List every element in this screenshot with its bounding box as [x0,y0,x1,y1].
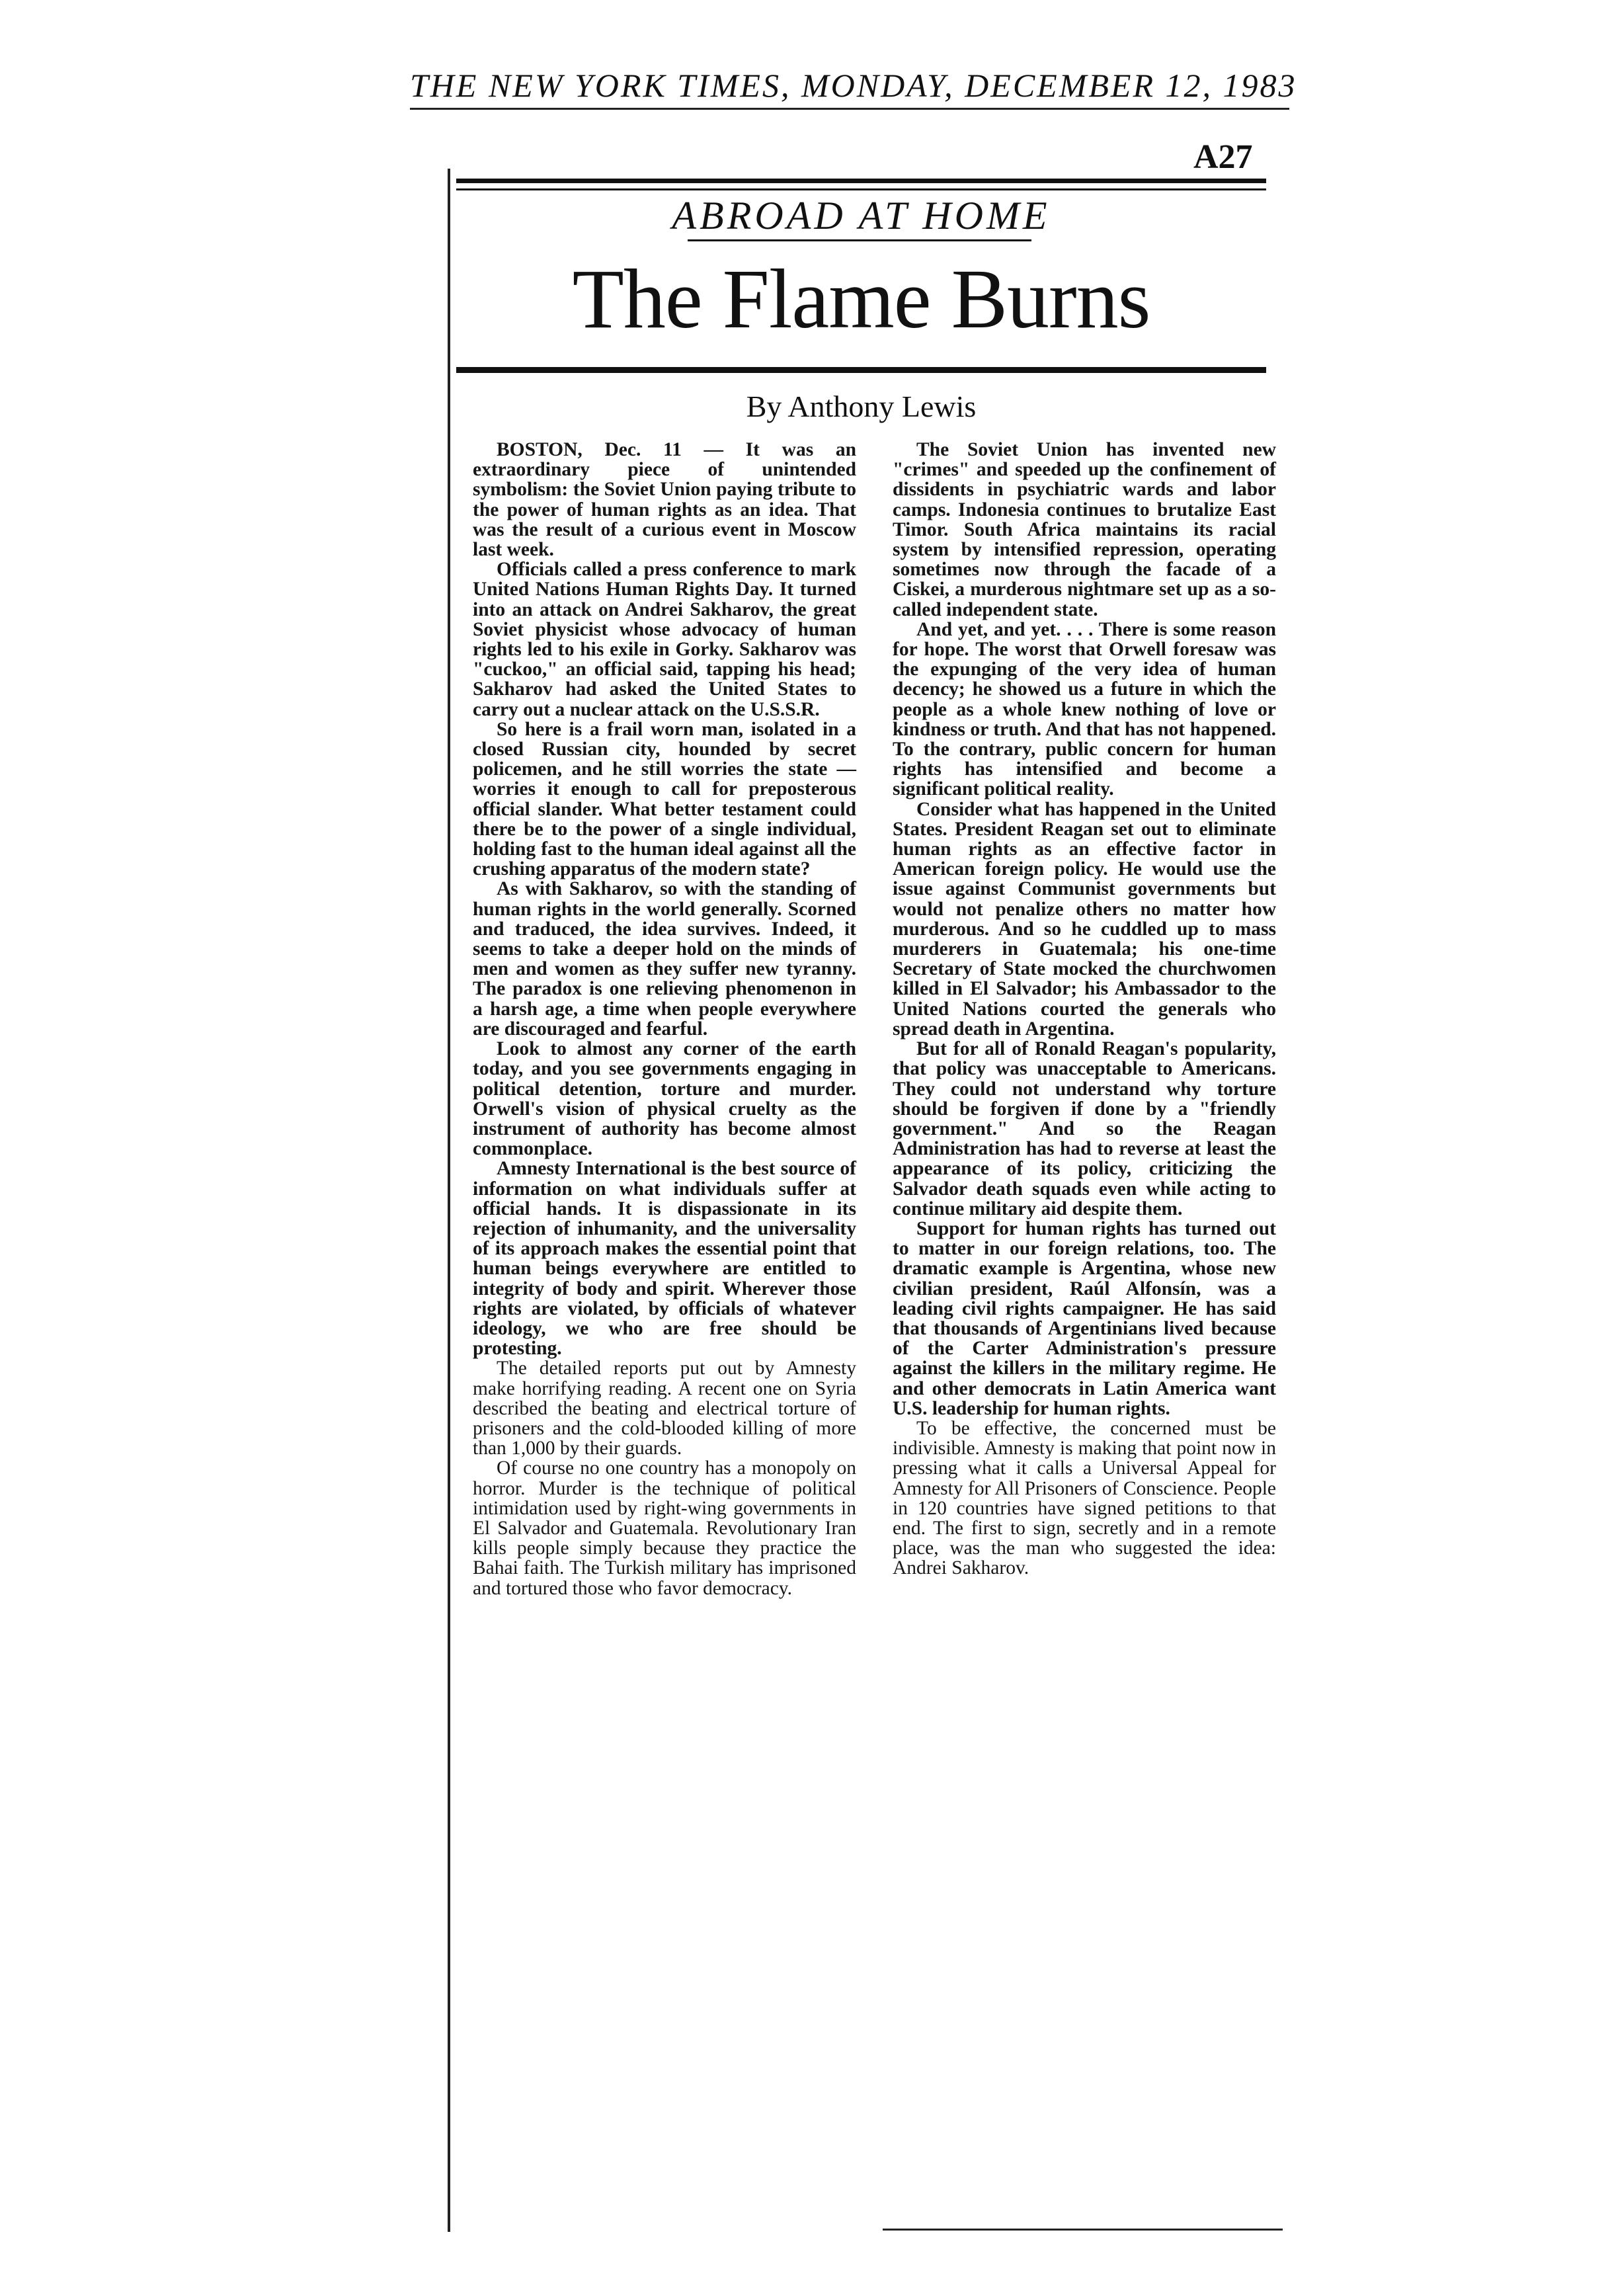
paragraph: As with Sakharov, so with the standing of human rights in the world generally. Scorned and traduced, the idea survives. Indeed, it seems to take a deeper hold on the minds of men and women as they suffer new tyranny. The paradox is one relieving phenomenon in a harsh age, a time when people everywhere are discouraged and fearful. [473,878,856,1040]
article-column-2 [893,440,1276,1578]
kicker-underline [688,239,1031,241]
article-bottom-rule [883,2229,1283,2231]
paragraph: But for all of Ronald Reagan's popularity, that policy was unacceptable to Americans. They could not understand why torture should be forgiven if done by a "friendly government." And so the Reagan Administration has had to reverse at least the appearance of its policy, criticizing the Salvador death squads even while acting to continue military aid despite them. [893,1038,1276,1219]
paragraph: Of course no one country has a monopoly on horror. Murder is the technique of political intimidation used by right-wing governments in El Salvador and Guatemala. Revolutionary Iran kills people simply because they practice the Bahai faith. The Turkish military has imprisoned and tortured those who favor democracy. [473,1457,856,1599]
paragraph: Support for human rights has turned out to matter in our foreign relations, too. The dramatic example is Argentina, whose new civilian president, Raúl Alfonsín, was a leading civil rights campaigner. He has said that thousands of Argentinians lived because of the Carter Administration's pressure against the killers in the military regime. He and other democrats in Latin America want U.S. leadership for human rights. [893,1217,1276,1419]
paragraph: BOSTON, Dec. 11 — It was an extraordinary piece of unintended symbolism: the Soviet Union paying tribute to the power of human rights as an idea. That was the result of a curious event in Moscow last week. [473,439,856,561]
paragraph: Look to almost any corner of the earth today, and you see governments engaging in political detention, torture and murder. Orwell's vision of physical cruelty as the instrument of authority has become almost commonplace. [473,1038,856,1160]
column-kicker: ABROAD AT HOME [672,194,1051,237]
paragraph: And yet, and yet. . . . There is some reason for hope. The worst that Orwell foresaw was the expunging of the very idea of human decency; he showed us a future in which the people as a whole knew nothing of love or kindness or truth. And that has not happened. To the contrary, public concern for human rights has intensified and become a significant political reality. [893,618,1276,800]
headline-rule [456,367,1266,373]
byline: By Anthony Lewis [746,390,977,423]
headline: The Flame Burns [572,252,1150,346]
paragraph: Amnesty International is the best source of information on what individuals suffer at official hands. It is dispassionate in its rejection of inhumanity, and the universality of its approach makes the essential point that human beings everywhere are entitled to integrity of body and spirit. Wherever those rights are violated, by officials of whatever ideology, we who are free should be protesting. [473,1158,856,1360]
paragraph: The detailed reports put out by Amnesty make horrifying reading. A recent one on Syria described the beating and electrical torture of prisoners and the cold-blooded killing of more than 1,000 by their guards. [473,1358,856,1459]
article-top-rule-thin [456,188,1266,190]
paragraph: Consider what has happened in the United States. President Reagan set out to eliminate human rights as an effective factor in American foreign policy. He would use the issue against Communist governments but would not penalize others no matter how murderous. And so he cuddled up to mass murderers in Guatemala; his one-time Secretary of State mocked the churchwomen killed in El Salvador; his Ambassador to the United Nations courted the generals who spread death in Argentina. [893,798,1276,1040]
paragraph: So here is a frail worn man, isolated in a closed Russian city, hounded by secret policemen, and he still worries the state — worries it enough to call for preposterous official slander. What better testament could there be to the power of a single individual, holding fast to the human ideal against all the crushing apparatus of the modern state? [473,718,856,880]
column-left-rule [448,169,450,2232]
paragraph: Officials called a press conference to mark United Nations Human Rights Day. It turned into an attack on Andrei Sakharov, the great Soviet physicist whose advocacy of human rights led to his exile in Gorky. Sakharov was "cuckoo," an official said, tapping his head; Sakharov had asked the United States to carry out a nuclear attack on the U.S.S.R. [473,559,856,720]
article-top-rule [456,179,1266,183]
page-number: A27 [1193,138,1253,176]
dateline: THE NEW YORK TIMES, MONDAY, DECEMBER 12, 1983 [410,67,1297,104]
paragraph: The Soviet Union has invented new "crimes" and speeded up the confinement of dissidents in psychiatric wards and labor camps. Indonesia continues to brutalize East Timor. South Africa maintains its racial system by intensified repression, operating sometimes now through the facade of a Ciskei, a murderous nightmare set up as a so-called independent state. [893,439,1276,620]
paragraph: To be effective, the concerned must be indivisible. Amnesty is making that point now in pressing what it calls a Universal Appeal for Amnesty for All Prisoners of Conscience. People in 120 countries have signed petitions to that end. The first to sign, secretly and in a remote place, was the man who suggested the idea: Andrei Sakharov. [893,1417,1276,1579]
dateline-rule [410,108,1289,110]
article-column-1 [473,440,856,1598]
